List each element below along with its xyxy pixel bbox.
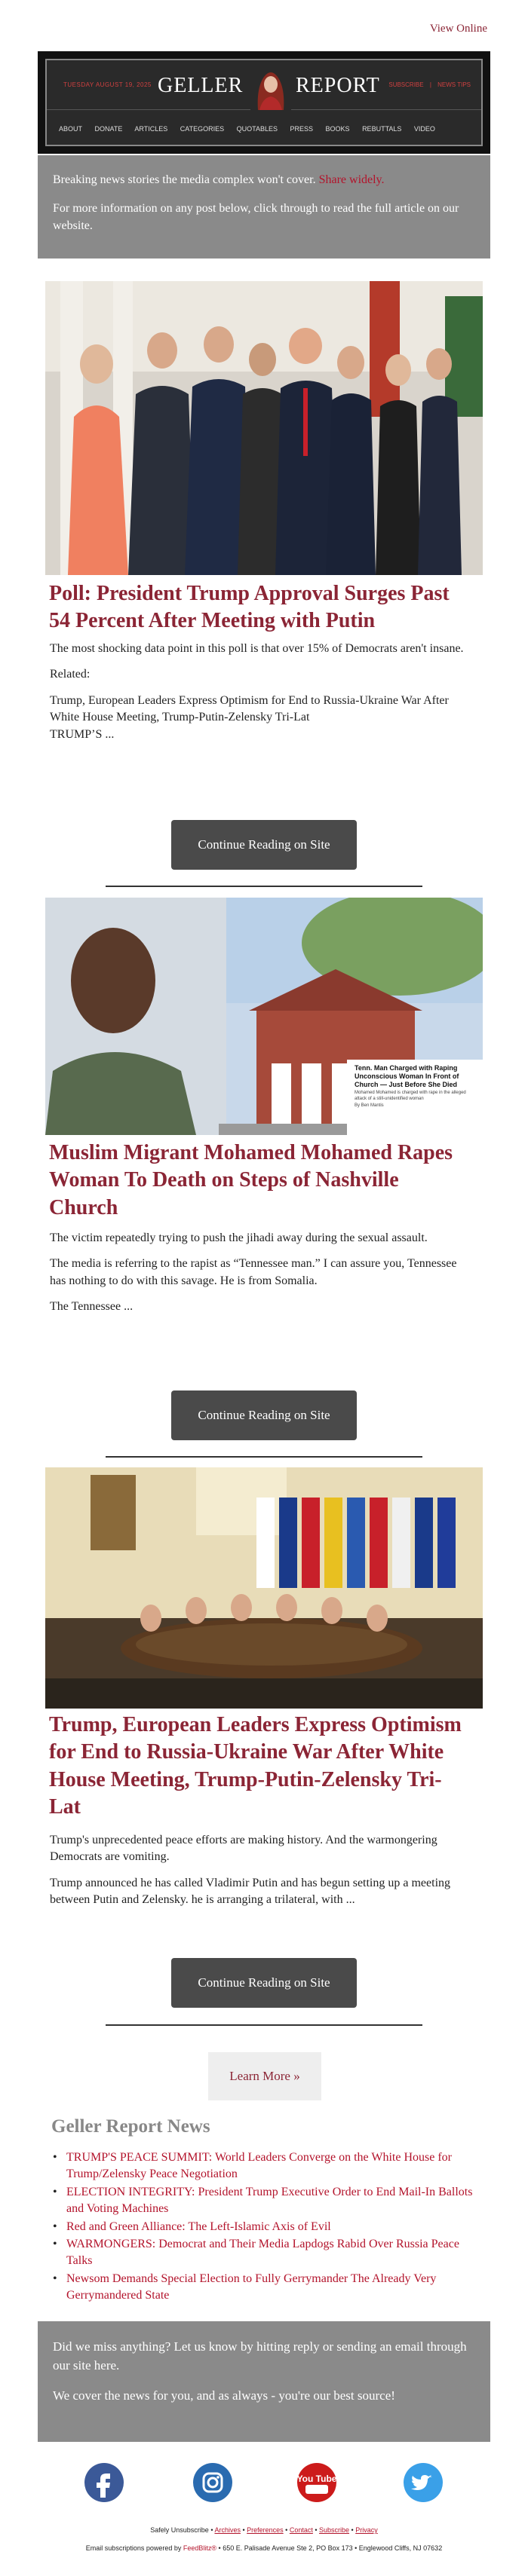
article-2-p2: The media is referring to the rapist as “Tennessee man.” I can assure you, Tennessee has nothing to do with this savage. He is from Somalia. [50,1257,457,1287]
article-1-image[interactable] [45,281,483,575]
facebook-glyph [84,2463,124,2502]
divider [106,2024,422,2026]
news-item [62,2236,484,2270]
caption-byline: By Ben Mantis [355,1103,384,1108]
article-2-title[interactable]: Muslim Migrant Mohamed Mohamed Rapes Woman To Death on Steps of Nashville Church [49,1141,453,1219]
news-item-link[interactable]: WARMONGERS: Democrat and Their Media Lapdogs Rabid Over Russia Peace Talks [66,2237,459,2268]
article-3-continue-button[interactable]: Continue Reading on Site [171,1958,357,2008]
instagram-glyph [193,2463,232,2502]
masthead-nav [59,125,446,133]
logo-text-right[interactable]: REPORT [296,74,380,97]
youtube-glyph [297,2463,336,2502]
news-item [62,2184,484,2218]
divider [106,1456,422,1458]
legal-link-archives[interactable]: Archives [214,2526,241,2534]
logo-portrait [250,65,291,110]
intro-line2: For more information on any post below, click through to read the full article on our website. [53,202,459,232]
twitter-glyph [404,2463,443,2502]
article-2-p3: The Tennessee ... [50,1300,134,1314]
masthead-top [47,60,481,110]
caption-subtitle: Mohamed Mohamed is charged with rape in the alleged attack of a still-unidentified woman [355,1091,466,1101]
masthead [38,51,490,154]
news-item-link[interactable]: Newsom Demands Special Election to Fully Gerrymander The Already Very Gerrymandered State [66,2272,437,2302]
article-1-body [50,641,472,752]
legal-link-contact[interactable]: Contact [289,2526,313,2534]
subscribe-link[interactable]: SUBSCRIBE [388,81,424,88]
facebook-icon[interactable] [84,2463,124,2502]
footer-message-box [38,2321,490,2442]
news-item [62,2271,484,2305]
article-1-title[interactable]: Poll: President Trump Approval Surges Past 54 Percent After Meeting with Putin [49,582,450,633]
news-item-link[interactable]: Red and Green Alliance: The Left-Islamic Axis of Evil [66,2220,331,2233]
article-2-p1: The victim repeatedly trying to push the jihadi away during the sexual assault. [50,1231,428,1244]
svg-text:You Tube: You Tube [297,2474,336,2484]
article-2-image-caption [355,1064,479,1108]
legal-link-subscribe[interactable]: Subscribe [319,2526,350,2534]
article-1-continue-button[interactable]: Continue Reading on Site [171,820,357,870]
nav-rebuttals[interactable]: REBUTTALS [362,125,402,133]
article-1-p3: Trump, European Leaders Express Optimism for End to Russia-Ukraine War After White House Meeting, Trump-Putin-Zelensky Tri-Lat [50,693,449,724]
intro-text: Breaking news stories the media complex won't cover. [53,173,316,186]
link-separator: | [429,81,431,88]
news-item [62,2219,484,2235]
masthead-top-links [384,81,471,88]
nav-books[interactable]: BOOKS [325,125,350,133]
article-1-photo [45,281,483,575]
article-1-p1: The most shocking data point in this poll is that over 15% of Democrats aren't insane. [50,642,464,655]
logo-text-left[interactable]: GELLER [158,74,244,97]
instagram-icon[interactable] [193,2463,232,2502]
twitter-icon[interactable] [404,2463,443,2502]
news-heading: Geller Report News [51,2116,210,2137]
article-1-p4: TRUMP’S ... [50,727,115,741]
masthead-inner [45,59,483,146]
article-3-title[interactable]: Trump, European Leaders Express Optimism for End to Russia-Ukraine War After White House Meeting, Trump-Putin-Zelensky Tri-Lat [49,1713,462,1819]
article-2-body [50,1230,472,1325]
news-list [62,2149,484,2305]
share-widely-link[interactable]: Share widely. [318,173,385,186]
article-3-p2: Trump announced he has called Vladimir Putin and has begun setting up a meeting between Putin and Zelensky. he is arranging a trilateral, with ... [50,1876,451,1907]
mailing-address: 650 E. Palisade Avenue Ste 2, PO Box 173 • Englewood Cliffs, NJ 07632 [223,2544,443,2552]
article-3-photo [45,1467,483,1709]
intro-line1 [53,172,475,188]
learn-more-button[interactable]: Learn More » [208,2052,321,2100]
footer-line2: We cover the news for you, and as always - you're our best source! [53,2388,395,2403]
article-1-p2: Related: [50,668,91,681]
news-tips-link[interactable]: NEWS TIPS [437,81,471,88]
intro-box [38,155,490,259]
nav-categories[interactable]: CATEGORIES [180,125,225,133]
news-item-link[interactable]: ELECTION INTEGRITY: President Trump Executive Order to End Mail-In Ballots and Voting Machines [66,2185,473,2216]
nav-video[interactable]: VIDEO [413,125,435,133]
legal-link-preferences[interactable]: Preferences [247,2526,284,2534]
divider [106,886,422,887]
unsubscribe-text[interactable]: Safely Unsubscribe [150,2526,209,2534]
caption-title: Tenn. Man Charged with Raping Unconscious Woman In Front of Church — Just Before She Died [355,1064,459,1088]
masthead-date: TUESDAY AUGUST 19, 2025 [63,81,152,88]
powered-by: Email subscriptions powered by FeedBlitz® • 650 E. Palisade Avenue Ste 2, PO Box 173 • Englewood Cliffs, NJ 07632 [85,2544,443,2552]
article-3-image[interactable] [45,1467,483,1709]
legal-links: Safely Unsubscribe • Archives • Preferences • Contact • Subscribe • Privacy [150,2526,378,2534]
article-3-p1: Trump's unprecedented peace efforts are making history. And the warmongering Democrats are vomiting. [50,1834,437,1864]
nav-donate[interactable]: DONATE [94,125,123,133]
nav-press[interactable]: PRESS [290,125,314,133]
feedblitz-link[interactable]: FeedBlitz® [183,2544,217,2552]
view-online-link[interactable]: View Online [429,23,487,35]
youtube-icon[interactable] [297,2463,336,2502]
footer-line1: Did we miss anything? Let us know by hitting reply or sending an email through our site here. [53,2339,467,2373]
article-3-body [50,1832,472,1918]
nav-about[interactable]: ABOUT [59,125,83,133]
news-item-link[interactable]: TRUMP'S PEACE SUMMIT: World Leaders Converge on the White House for Trump/Zelensky Peace Negotiation [66,2151,452,2181]
powered-by-text: Email subscriptions powered by [85,2544,182,2552]
article-2-continue-button[interactable]: Continue Reading on Site [171,1390,357,1440]
nav-articles[interactable]: ARTICLES [134,125,168,133]
nav-quotables[interactable]: QUOTABLES [236,125,278,133]
legal-link-privacy[interactable]: Privacy [355,2526,378,2534]
article-2-image[interactable] [45,898,483,1135]
news-item [62,2149,484,2183]
